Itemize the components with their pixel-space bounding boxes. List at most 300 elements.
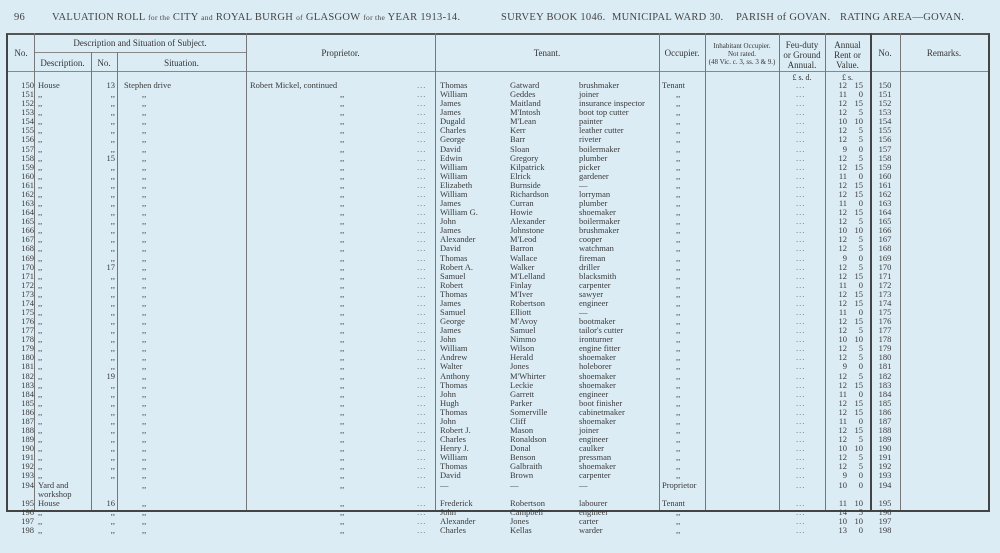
tenant-first-name: John [440,334,457,345]
tenant-surname: Maitland [510,98,541,109]
rent-pounds: 12 [838,134,847,145]
row-number-right: 174 [878,297,892,308]
tenant-surname: Elrick [510,170,531,181]
proprietor: ,, [340,524,345,535]
situation: ,, [142,297,147,308]
description: ,, [38,134,43,145]
situation: ,, [142,134,147,145]
proprietor: ,, [340,89,345,100]
tenant-first-name: James [440,98,461,109]
tenant-occupation: watchman [579,243,614,254]
row-number-right: 188 [878,425,892,436]
feu-duty-dots: ... [796,216,806,227]
tenant-occupation: brushmaker [579,225,620,236]
col-header-remarks: Remarks. [926,48,962,58]
row-number: 152 [21,98,34,109]
feu-duty-dots: ... [796,188,806,199]
situation: ,, [142,352,147,363]
feu-duty-dots: ... [796,434,806,445]
tenant-occupation: boilermaker [579,143,621,154]
feu-duty-dots: ... [796,116,806,127]
occupier: ,, [676,307,681,317]
leader-dots: ... [417,325,427,336]
feu-duty-dots: ... [796,415,806,426]
col-rule [825,33,826,510]
row-number-right: 170 [878,261,892,272]
tenant-surname: Galbraith [510,461,543,472]
street-number: ,, [110,334,115,345]
tenant-surname: Richardson [510,188,549,199]
tenant-surname: Jones [510,515,529,526]
street-number: ,, [110,134,115,145]
rent-pounds: 10 [838,225,847,236]
page-number: 96 [14,12,26,23]
leader-dots: ... [417,470,427,481]
street-number: ,, [110,170,115,181]
tenant-first-name: Thomas [440,461,468,472]
tenant-surname: Geddes [510,89,536,100]
occupier: ,, [676,134,681,145]
occupier: ,, [676,243,681,254]
street-number: ,, [110,443,115,454]
street-number: ,, [110,216,115,227]
tenant-surname: M'Leod [510,234,537,245]
street-number: ,, [110,470,115,481]
feu-duty-dots: ... [796,179,806,190]
row-number-right: 176 [878,316,892,327]
col-header-description: Description. [40,58,85,68]
col-header-tenant: Tenant. [533,48,561,58]
title-part: of [296,13,303,22]
tenant-first-name: Robert [440,279,464,290]
rent-shillings: 15 [854,179,863,190]
col-header-annual-rent [825,40,870,70]
tenant-first-name: Elizabeth [440,179,473,190]
feu-duty-dots: ... [796,470,806,481]
leader-dots: ... [417,107,427,118]
feu-line: Annual. [787,60,817,70]
tenant-occupation: bootmaker [579,316,616,327]
row-number: 173 [21,288,34,299]
situation: ,, [142,415,147,426]
leader-dots: ... [417,134,427,145]
proprietor: ,, [340,270,345,281]
tenant-occupation: fireman [579,252,606,263]
occupier: ,, [676,379,681,390]
tenant-first-name: David [440,243,461,254]
description: ,, [38,470,43,481]
leader-dots: ... [417,497,427,508]
feu-duty-dots: ... [796,98,806,109]
title-part: VALUATION ROLL [52,12,146,23]
rent-pounds: 13 [838,524,847,535]
feu-duty-dots: ... [796,388,806,399]
tenant-surname: Somerville [510,406,548,417]
feu-duty-dots: ... [796,370,806,381]
leader-dots: ... [417,434,427,445]
row-number: 170 [21,261,34,272]
row-number-right: 156 [878,134,892,145]
title-part: CITY [172,12,199,23]
rent-shillings: 10 [854,497,863,508]
tenant-surname: Wilson [510,343,535,354]
tenant-first-name: Charles [440,125,466,136]
proprietor: ,, [340,352,345,363]
description: ,, [38,415,43,426]
parish: PARISH of GOVAN. [736,12,831,23]
tenant-occupation: — [579,307,588,317]
rent-pounds: 10 [838,515,847,526]
tenant-occupation: picker [579,161,601,172]
leader-dots: ... [417,406,427,417]
street-number: ,, [110,98,115,109]
description: ,, [38,188,43,199]
occupier: ,, [676,397,681,408]
occupier: ,, [676,415,681,426]
rent-shillings: 0 [858,170,863,181]
rent-pounds: 12 [838,379,847,390]
street-number: ,, [110,288,115,299]
rent-shillings: 5 [858,216,863,227]
situation: ,, [142,188,147,199]
situation: ,, [142,270,147,281]
occupier: ,, [676,297,681,308]
tenant-first-name: Thomas [440,252,468,263]
feu-line: or Ground [783,50,821,60]
leader-dots: ... [417,216,427,227]
col-header-situation: Situation. [164,58,199,68]
row-number: 172 [21,279,34,290]
rent-shillings: 10 [854,334,863,345]
proprietor: ,, [340,198,345,209]
tenant-first-name: Alexander [440,515,476,526]
leader-dots: ... [417,234,427,245]
feu-duty-dots: ... [796,152,806,163]
street-number: ,, [110,379,115,390]
row-number-right: 169 [878,252,892,263]
tenant-occupation: blacksmith [579,270,617,281]
tenant-occupation: tailor's cutter [579,325,624,336]
row-number-right: 172 [878,279,892,290]
proprietor: ,, [340,506,345,517]
leader-dots: ... [417,479,427,490]
row-number: 165 [21,216,34,227]
proprietor: ,, [340,170,345,181]
description: ,, [38,352,43,363]
situation: ,, [142,116,147,127]
proprietor: ,, [340,243,345,254]
row-number-right: 194 [878,479,892,490]
description: ,, [38,307,43,317]
row-number: 154 [21,116,34,127]
tenant-first-name: William [440,188,468,199]
proprietor: ,, [340,98,345,109]
rent-line: Rent or [834,50,861,60]
description: ,, [38,252,43,263]
col-header-no: No. [14,48,28,58]
row-number: 167 [21,234,34,245]
occupier: ,, [676,316,681,327]
feu-duty-dots: ... [796,225,806,236]
tenant-first-name: Frederick [440,497,473,508]
rent-shillings: 0 [858,388,863,399]
rent-shillings: 0 [858,307,863,317]
tenant-surname: Barr [510,134,526,145]
tenant-first-name: Robert J. [440,425,471,436]
street-number: ,, [110,234,115,245]
tenant-first-name: Henry J. [440,443,469,454]
street-number: ,, [110,279,115,290]
tenant-surname: Kerr [510,125,526,136]
row-number: 185 [21,397,34,408]
rent-pounds: 12 [838,234,847,245]
row-number-right: 161 [878,179,892,190]
inhabitant-line: Not rated. [728,50,756,58]
row-number: 188 [21,425,34,436]
proprietor: ,, [340,252,345,263]
row-number: 182 [21,370,34,381]
feu-duty-dots: ... [796,343,806,354]
roll-title [52,12,460,23]
leader-dots: ... [417,352,427,363]
row-number-right: 167 [878,234,892,245]
leader-dots: ... [417,388,427,399]
situation: ,, [142,143,147,154]
leader-dots: ... [417,343,427,354]
proprietor: ,, [340,479,345,490]
proprietor: ,, [340,261,345,272]
description: ,, [38,270,43,281]
row-number-right: 155 [878,125,892,136]
description: ,, [38,379,43,390]
tenant-occupation: boilermaker [579,216,621,227]
feu-duty-dots: ... [796,234,806,245]
rent-pounds: 12 [838,80,847,90]
inhabitant-line: Inhabitant Occupier. [713,42,771,50]
street-number: ,, [110,225,115,236]
tenant-occupation: boot top cutter [579,107,629,118]
tenant-first-name: John [440,506,457,517]
situation: ,, [142,161,147,172]
situation: ,, [142,515,147,526]
rent-shillings: 5 [858,107,863,118]
occupier: ,, [676,325,681,336]
occupier: ,, [676,343,681,354]
rent-pounds: 11 [838,170,847,181]
situation: ,, [142,370,147,381]
row-number: 184 [21,388,34,399]
description: ,, [38,325,43,336]
leader-dots: ... [417,334,427,345]
feu-duty-dots: ... [796,279,806,290]
description: ,, [38,461,43,472]
situation: ,, [142,479,147,490]
rent-shillings: 5 [858,506,863,517]
title-part: and [201,13,213,22]
row-number-right: 152 [878,98,892,109]
occupier: ,, [676,261,681,272]
row-number: 157 [21,143,34,154]
description: ,, [38,170,43,181]
row-number: 158 [21,152,34,163]
tenant-surname: Garrett [510,388,535,399]
leader-dots: ... [417,89,427,100]
tenant-occupation: — [579,179,588,190]
tenant-first-name: James [440,297,461,308]
proprietor: ,, [340,461,345,472]
tenant-first-name: Thomas [440,80,468,90]
feu-duty-dots: ... [796,307,806,317]
proprietor: ,, [340,307,345,317]
feu-duty-dots: ... [796,515,806,526]
rent-pounds: 12 [838,370,847,381]
rent-shillings: 15 [854,270,863,281]
description: ,, [38,434,43,445]
situation: ,, [142,279,147,290]
situation: ,, [142,461,147,472]
proprietor: ,, [340,116,345,127]
row-number: 153 [21,107,34,118]
tenant-surname: M'Intosh [510,107,541,118]
street-number: ,, [110,325,115,336]
tenant-first-name: Thomas [440,379,468,390]
rent-pounds: 12 [838,125,847,136]
proprietor: ,, [340,434,345,445]
col-header-street-no: No. [97,58,111,68]
tenant-surname: M'Lean [510,116,537,127]
rent-shillings: 15 [854,288,863,299]
leader-dots: ... [417,379,427,390]
row-number-right: 168 [878,243,892,254]
description: ,, [38,179,43,190]
row-number: 160 [21,170,34,181]
street-number: ,, [110,425,115,436]
row-number: 192 [21,461,34,472]
rent-shillings: 15 [854,425,863,436]
row-number: 187 [21,415,34,426]
description: ,, [38,361,43,372]
leader-dots: ... [417,397,427,408]
occupier: ,, [676,179,681,190]
situation: ,, [142,325,147,336]
tenant-first-name: Samuel [440,270,466,281]
row-number-right: 164 [878,207,892,218]
rent-pounds: 9 [842,143,847,154]
description: ,, [38,370,43,381]
situation: ,, [142,125,147,136]
tenant-first-name: George [440,316,465,327]
tenant-first-name: George [440,134,465,145]
rent-pounds: 11 [838,388,847,399]
leader-dots: ... [417,452,427,463]
row-number-right: 196 [878,506,892,517]
feu-duty-dots: ... [796,479,806,490]
tenant-surname: Barron [510,243,534,254]
row-number: 164 [21,207,34,218]
tenant-surname: Benson [510,452,536,463]
situation: ,, [142,152,147,163]
rent-pounds: 12 [838,452,847,463]
row-number-right: 150 [878,80,892,90]
situation: ,, [142,98,147,109]
situation: ,, [142,216,147,227]
situation: ,, [142,470,147,481]
situation: ,, [142,334,147,345]
row-number-right: 171 [878,270,892,281]
occupier: ,, [676,188,681,199]
situation: ,, [142,107,147,118]
rent-shillings: 0 [858,252,863,263]
street-number: ,, [110,179,115,190]
street-number: ,, [110,143,115,154]
tenant-occupation: boot finisher [579,397,623,408]
street-number: ,, [110,397,115,408]
street-number: 19 [106,370,115,381]
row-number: 175 [21,307,34,317]
row-number-right: 163 [878,198,892,209]
row-number-right: 154 [878,116,892,127]
rent-shillings: 5 [858,370,863,381]
street-number: ,, [110,89,115,100]
situation: ,, [142,343,147,354]
tenant-first-name: Dugald [440,116,466,127]
occupier: ,, [676,225,681,236]
proprietor: ,, [340,297,345,308]
rent-pounds: 9 [842,470,847,481]
feu-duty-dots: ... [796,524,806,535]
row-number-right: 179 [878,343,892,354]
occupier: ,, [676,107,681,118]
row-number-right: 178 [878,334,892,345]
row-number-right: 190 [878,443,892,454]
title-part: for the [363,13,386,22]
situation: ,, [142,288,147,299]
occupier: ,, [676,198,681,209]
tenant-first-name: James [440,225,461,236]
rent-shillings: 10 [854,116,863,127]
leader-dots: ... [417,270,427,281]
col-header-occupier: Occupier. [664,48,700,58]
feu-duty-dots: ... [796,397,806,408]
situation: ,, [142,307,147,317]
description: ,, [38,443,43,454]
situation: ,, [142,379,147,390]
rent-shillings: 15 [854,316,863,327]
row-number: 197 [21,515,34,526]
leader-dots: ... [417,125,427,136]
proprietor: Robert Mickel, continued [250,80,338,90]
occupier: ,, [676,116,681,127]
tenant-occupation: shoemaker [579,352,616,363]
tenant-surname: Curran [510,198,534,209]
feu-duty-dots: ... [796,243,806,254]
feu-duty-dots: ... [796,506,806,517]
description: ,, [38,225,43,236]
col-rule [246,33,247,510]
rent-pounds: 12 [838,325,847,336]
tenant-occupation: engineer [579,297,609,308]
title-part: for the [148,13,170,22]
proprietor: ,, [340,370,345,381]
rent-pounds: 12 [838,352,847,363]
proprietor: ,, [340,279,345,290]
tenant-occupation: engineer [579,506,609,517]
feu-duty-dots: ... [796,352,806,363]
feu-duty-dots: ... [796,252,806,263]
occupier: Tenant [662,80,686,90]
tenant-first-name: Walter [440,361,463,372]
row-number: 179 [21,343,34,354]
